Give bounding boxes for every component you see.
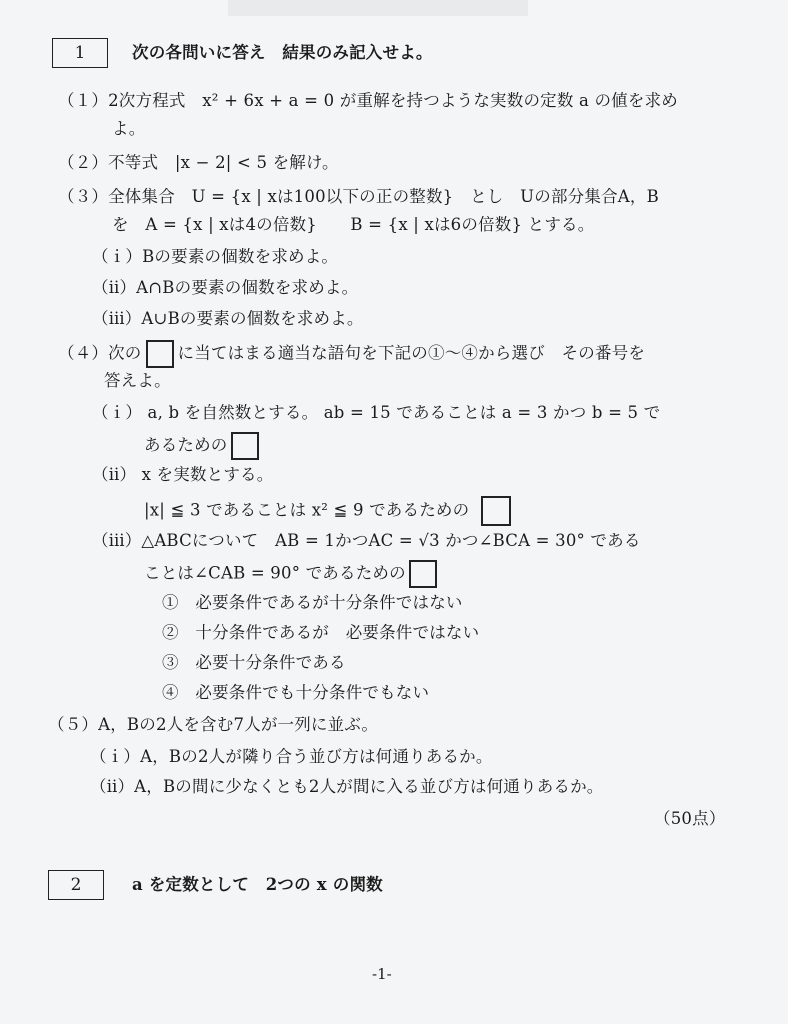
problem-5: （５）A，Bの2人を含む7人が一列に並ぶ。 [48,715,379,734]
answer-blank-box [231,432,259,460]
choice-3: ③ 必要十分条件である [162,653,346,672]
problem-4-line-1-start: （４）次の [58,343,142,363]
problem-5-part-i: （ｉ）A，Bの2人が隣り合う並び方は何通りあるか。 [90,747,493,766]
problem-3-part-iii: （ⅲ）A∪Bの要素の個数を求めよ。 [92,309,364,328]
answer-blank-box [481,496,511,526]
problem-4-part-ii-line-1: （ⅱ） x を実数とする。 [92,465,274,484]
problem-3-line-2: を A = {x | xは4の倍数} B = {x | xは6の倍数} とする。 [112,215,595,234]
question-2-number: 2 [70,875,82,895]
problem-4-part-iii-line-2 [144,560,437,588]
problem-4-part-iii-text: ことは∠CAB = 90° であるための [144,563,406,583]
problem-4-line-1 [58,340,645,368]
problem-4-part-i-text: あるための [144,435,228,455]
problem-4-part-i-line-1: （ｉ） a, b を自然数とする。 ab = 15 であることは a = 3 かつ b = 5 で [92,403,661,422]
choice-2: ② 十分条件であるが 必要条件ではない [162,623,480,642]
problem-4-part-iii-line-1: （ⅲ）△ABCについて AB = 1かつAC = √3 かつ∠BCA = 30° である [92,531,641,550]
scan-mark [228,0,528,16]
question-2-intro: a を定数として 2つの x の関数 [132,875,383,894]
page-number: -1- [372,965,392,983]
problem-4-line-2: 答えよ。 [104,371,171,390]
problem-4-part-ii-line-2 [144,496,511,526]
answer-blank-box [409,560,437,588]
choice-1: ① 必要条件であるが十分条件ではない [162,593,463,612]
problem-3-part-i: （ｉ）Bの要素の個数を求めよ。 [92,247,339,266]
problem-5-part-ii: （ⅱ）A，Bの間に少なくとも2人が間に入る並び方は何通りあるか。 [90,777,604,796]
problem-3-line-1: （３）全体集合 U = {x | xは100以下の正の整数} とし Uの部分集合A，B [58,187,659,206]
question-1-number-box [52,38,108,68]
question-2-number-box [48,870,104,900]
question-1-number: 1 [74,43,86,63]
problem-1-line-2: よ。 [112,119,146,138]
answer-blank-box [146,340,174,368]
question-1-instruction: 次の各問いに答え 結果のみ記入せよ。 [132,43,433,62]
problem-4-part-ii-text: |x| ≦ 3 であることは x² ≦ 9 であるための [144,500,470,520]
points-label: （50点） [654,809,726,828]
problem-4-line-1-end: に当てはまる適当な語句を下記の①～④から選び その番号を [177,343,646,363]
problem-2: （２）不等式 |x − 2| < 5 を解け。 [58,153,339,172]
problem-1-line-1: （１）2次方程式 x² + 6x + a = 0 が重解を持つような実数の定数 a の値を求め [58,91,678,110]
choice-4: ④ 必要条件でも十分条件でもない [162,683,430,702]
problem-4-part-i-line-2 [144,432,259,460]
problem-3-part-ii: （ⅱ）A∩Bの要素の個数を求めよ。 [92,278,359,297]
